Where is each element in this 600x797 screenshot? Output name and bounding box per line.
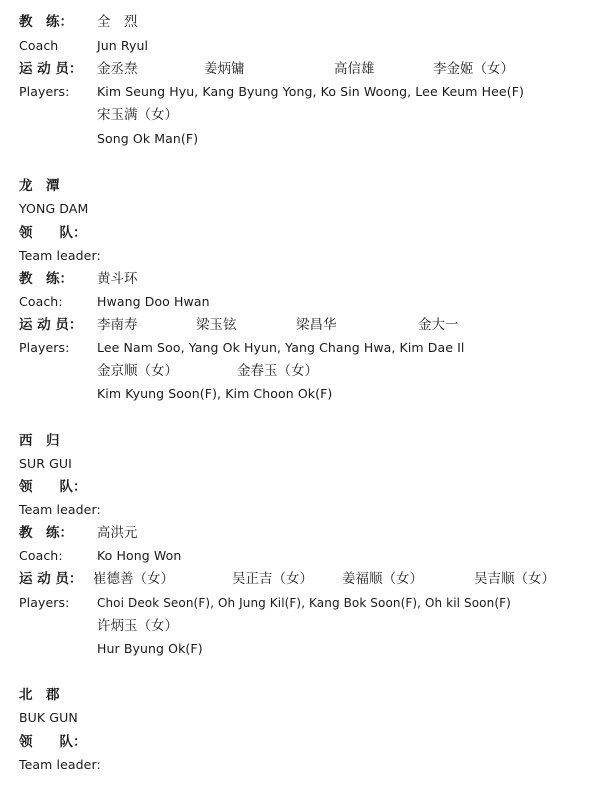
coach-name-en: Hwang Doo Hwan — [97, 294, 210, 309]
player-cn: 吴正吉（女） — [232, 571, 313, 587]
player-cn: 梁玉铉 — [196, 317, 237, 333]
player-cn: 姜炳镛 — [204, 61, 245, 77]
player-cn: 金京顺（女） — [97, 363, 178, 379]
player-cn: 高信雄 — [334, 61, 375, 77]
team-title-cn: 北 郡 — [19, 687, 60, 703]
players-en-line: Hur Byung Ok(F) — [97, 641, 203, 656]
coach-label-en: Coach: — [19, 548, 63, 563]
coach-name-cn: 黄斗环 — [97, 271, 138, 287]
player-cn: 宋玉满（女） — [97, 107, 178, 123]
coach-name-en: Jun Ryul — [97, 38, 149, 53]
leader-label-en: Team leader: — [19, 248, 101, 263]
players-en-line: Lee Nam Soo, Yang Ok Hyun, Yang Chang Hwa, Kim Dae Il — [97, 340, 465, 355]
players-en-line: Kim Kyung Soon(F), Kim Choon Ok(F) — [97, 386, 333, 401]
team-title-en: SUR GUI — [19, 456, 72, 471]
team-title-cn: 龙 潭 — [19, 178, 60, 194]
player-cn: 崔德善（女） — [93, 571, 174, 587]
coach-name-cn: 全 烈 — [97, 14, 138, 30]
player-cn: 吴吉顺（女） — [474, 571, 555, 587]
player-cn: 金大一 — [418, 317, 459, 333]
coach-name-cn: 高洪元 — [97, 525, 138, 541]
coach-label-cn: 教 练： — [19, 271, 73, 287]
leader-label-cn: 领 队： — [19, 479, 87, 495]
coach-label-en: Coach — [19, 38, 59, 53]
player-cn: 李南寿 — [97, 317, 138, 333]
players-en-line: Choi Deok Seon(F), Oh Jung Kil(F), Kang Bok Soon(F), Oh kil Soon(F) — [97, 596, 511, 610]
leader-label-en: Team leader: — [19, 502, 101, 517]
player-cn: 李金姬（女） — [433, 61, 514, 77]
player-cn: 梁昌华 — [296, 317, 337, 333]
leader-label-en: Team leader: — [19, 757, 101, 772]
coach-label-cn: 教 练： — [19, 525, 73, 541]
player-cn: 许炳玉（女） — [97, 618, 178, 634]
team-title-cn: 西 归 — [19, 433, 60, 449]
players-label-cn: 运 动 员： — [19, 317, 83, 333]
players-label-en: Players: — [19, 84, 70, 99]
player-cn: 金春玉（女） — [237, 363, 318, 379]
team-title-en: BUK GUN — [19, 710, 78, 725]
players-label-cn: 运 动 员： — [19, 571, 83, 587]
team-title-en: YONG DAM — [19, 201, 89, 216]
players-en-line: Song Ok Man(F) — [97, 131, 199, 146]
player-cn: 姜福顺（女） — [342, 571, 423, 587]
player-cn: 金丞焘 — [97, 61, 138, 77]
coach-name-en: Ko Hong Won — [97, 548, 182, 563]
coach-label-cn: 教 练： — [19, 14, 73, 30]
players-label-en: Players: — [19, 340, 70, 355]
leader-label-cn: 领 队： — [19, 225, 87, 241]
players-label-cn: 运 动 员： — [19, 61, 83, 77]
players-en-line: Kim Seung Hyu, Kang Byung Yong, Ko Sin Woong, Lee Keum Hee(F) — [97, 84, 524, 99]
players-label-en: Players: — [19, 595, 70, 610]
coach-label-en: Coach: — [19, 294, 63, 309]
leader-label-cn: 领 队： — [19, 734, 87, 750]
